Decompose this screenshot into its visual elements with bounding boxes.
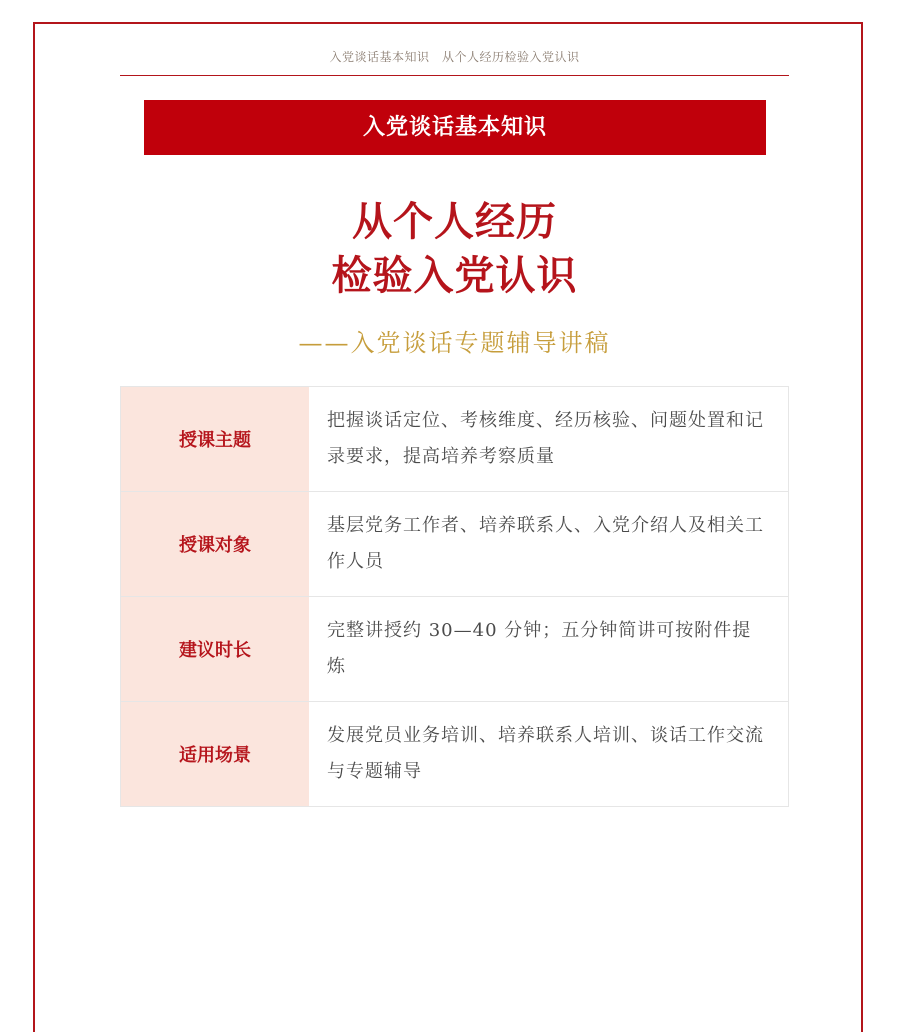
page-subtitle: ——入党谈话专题辅导讲稿 — [298, 329, 611, 357]
row-value: 基层党务工作者、培养联系人、入党介绍人及相关工作人员 — [327, 515, 764, 572]
table-row — [121, 492, 788, 597]
section-banner: 入党谈话基本知识 — [144, 100, 766, 155]
row-label: 授课对象 — [121, 492, 309, 596]
title-line-2: 检验入党认识 — [331, 253, 578, 299]
row-label: 适用场景 — [121, 702, 309, 806]
header-divider — [120, 75, 789, 76]
row-value: 发展党员业务培训、培养联系人培训、谈话工作交流与专题辅导 — [327, 725, 764, 782]
row-value: 把握谈话定位、考核维度、经历核验、问题处置和记录要求，提高培养考察质量 — [327, 410, 764, 467]
row-label: 建议时长 — [121, 597, 309, 701]
table-row — [121, 387, 788, 492]
running-header: 入党谈话基本知识 从个人经历检验入党认识 — [329, 50, 580, 64]
page-title — [120, 195, 789, 303]
row-label: 授课主题 — [121, 387, 309, 491]
table-row — [121, 597, 788, 702]
table-row — [121, 702, 788, 806]
row-value: 完整讲授约 30—40 分钟；五分钟简讲可按附件提炼 — [327, 620, 752, 677]
info-table — [120, 386, 789, 807]
title-line-1: 从个人经历 — [352, 199, 557, 245]
